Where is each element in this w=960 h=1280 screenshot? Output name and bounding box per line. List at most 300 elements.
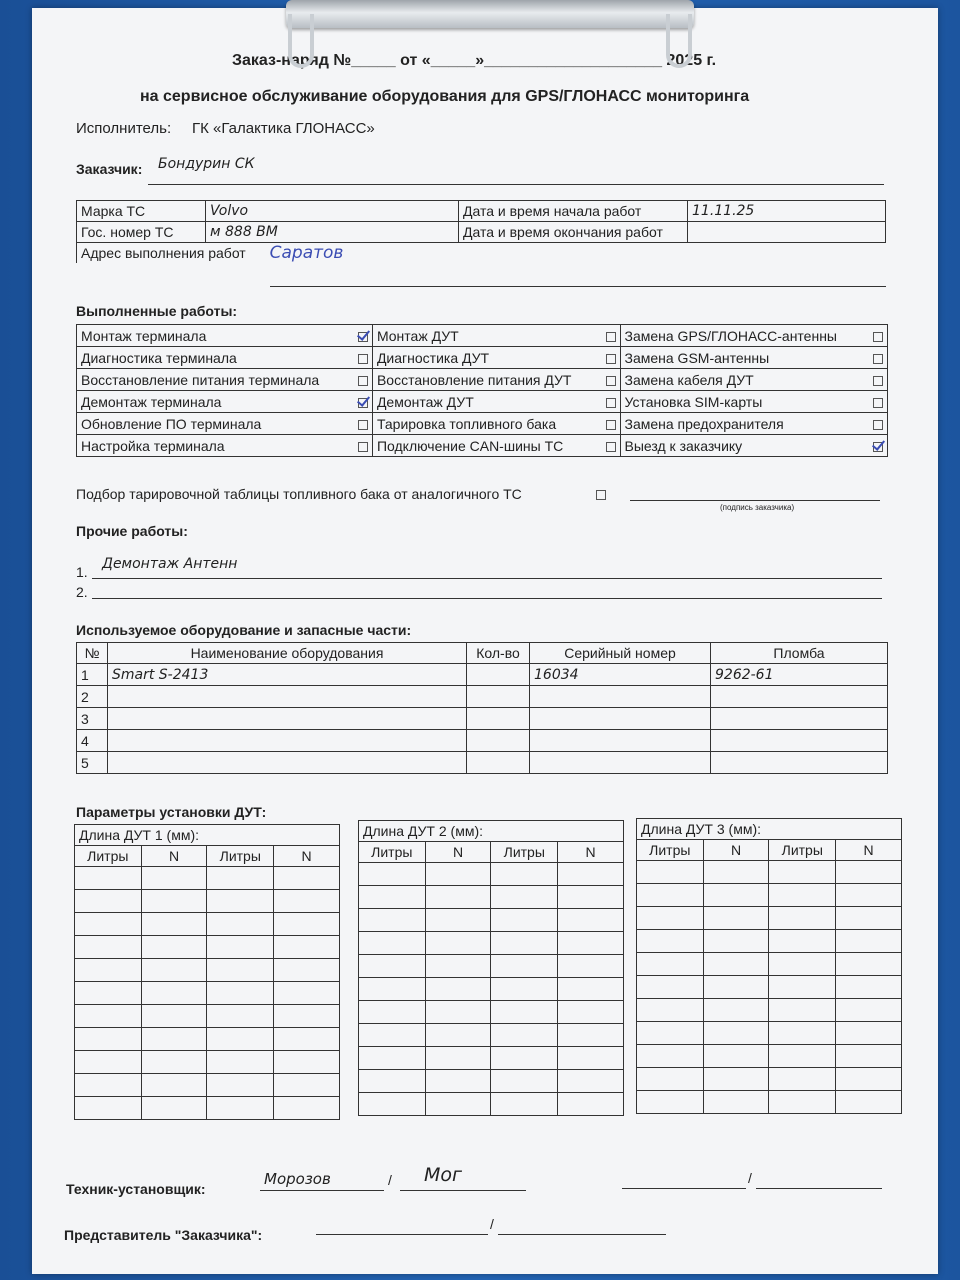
dut-cell[interactable]: [637, 1022, 704, 1045]
dut-cell[interactable]: [703, 884, 769, 907]
dut-cell[interactable]: [703, 999, 769, 1022]
work-checkbox-cell: [598, 435, 621, 457]
table-row: [637, 1068, 902, 1091]
dut-cell[interactable]: [769, 930, 836, 953]
dut-cell[interactable]: [75, 1097, 142, 1120]
work-checkbox[interactable]: [606, 398, 616, 408]
dut-cell[interactable]: [425, 1001, 491, 1024]
plate-label: Гос. номер ТС: [77, 222, 206, 243]
dut-cell[interactable]: [703, 1045, 769, 1068]
equipment-cell[interactable]: Smart S-2413: [108, 664, 467, 686]
address-row: [77, 243, 886, 264]
table-row: [75, 936, 340, 959]
dut-length-label: Длина ДУТ 1 (мм):: [75, 825, 340, 846]
dut-cell[interactable]: [491, 909, 558, 932]
work-label: Установка SIM-карты: [620, 391, 865, 413]
table-row: [359, 978, 624, 1001]
dut-column-header: Литры: [491, 842, 558, 863]
dut-cell[interactable]: [558, 1001, 624, 1024]
dut-cell[interactable]: [274, 1051, 340, 1074]
dut-column-header: N: [425, 842, 491, 863]
representative-sign-line: [316, 1234, 488, 1235]
equipment-cell[interactable]: [711, 686, 888, 708]
table-row: [75, 867, 340, 890]
dut-cell[interactable]: [274, 1074, 340, 1097]
equipment-cell[interactable]: [467, 730, 530, 752]
equipment-cell[interactable]: [108, 730, 467, 752]
work-checkbox[interactable]: [873, 442, 883, 452]
work-checkbox[interactable]: [358, 442, 368, 452]
equipment-header: Кол-во: [467, 643, 530, 664]
work-label: Замена предохранителя: [620, 413, 865, 435]
dut-cell[interactable]: [75, 913, 142, 936]
dut-cell[interactable]: [75, 867, 142, 890]
dut-cell[interactable]: [637, 999, 704, 1022]
equipment-cell[interactable]: [108, 686, 467, 708]
dut-cell[interactable]: [207, 1028, 274, 1051]
dut-cell[interactable]: [359, 955, 426, 978]
work-checkbox-cell: [598, 391, 621, 413]
dut-cell[interactable]: [141, 867, 207, 890]
address-underline: [270, 286, 886, 287]
dut-cell[interactable]: [141, 959, 207, 982]
dut-cell[interactable]: [274, 1028, 340, 1051]
table-row: [359, 955, 624, 978]
dut-cell[interactable]: [637, 930, 704, 953]
dut-cell[interactable]: [274, 867, 340, 890]
dut-cell[interactable]: [207, 890, 274, 913]
representative-slash: /: [490, 1216, 494, 1232]
dut-cell[interactable]: [141, 936, 207, 959]
dut-cell[interactable]: [141, 1051, 207, 1074]
equipment-cell[interactable]: [711, 730, 888, 752]
representative-label: Представитель "Заказчика":: [64, 1227, 263, 1243]
clip-wire-left: [288, 14, 314, 68]
technician-signature[interactable]: Морозов: [264, 1170, 331, 1188]
work-checkbox[interactable]: [606, 376, 616, 386]
dut-cell[interactable]: [558, 932, 624, 955]
dut-cell[interactable]: [359, 1093, 426, 1116]
dut-cell[interactable]: [141, 1028, 207, 1051]
dut-cell[interactable]: [207, 1051, 274, 1074]
work-checkbox[interactable]: [358, 376, 368, 386]
service-order-sheet: [32, 8, 938, 1274]
dut-cell[interactable]: [558, 978, 624, 1001]
technician-name-line: [400, 1190, 526, 1191]
work-checkbox[interactable]: [606, 420, 616, 430]
equipment-title: Используемое оборудование и запасные части:: [76, 622, 412, 638]
work-checkbox-cell: [350, 435, 373, 457]
dut-cell[interactable]: [769, 1045, 836, 1068]
work-label: Настройка терминала: [77, 435, 350, 457]
dut-cell[interactable]: [274, 936, 340, 959]
work-label: Монтаж терминала: [77, 325, 350, 347]
dut-cell[interactable]: [637, 953, 704, 976]
dut-cell[interactable]: [274, 959, 340, 982]
work-label: Диагностика терминала: [77, 347, 350, 369]
customer-value[interactable]: Бондурин СК: [158, 156, 255, 172]
equipment-cell[interactable]: 9262-61: [711, 664, 888, 686]
equipment-cell[interactable]: 16034: [530, 664, 711, 686]
table-row: [75, 1005, 340, 1028]
order-subtitle: на сервисное обслуживание оборудования для GPS/ГЛОНАСС мониторинга: [140, 88, 750, 105]
dut-cell[interactable]: [359, 1047, 426, 1070]
equipment-row-number: 3: [77, 708, 108, 730]
dut-cell[interactable]: [141, 913, 207, 936]
dut-cell[interactable]: [769, 953, 836, 976]
equipment-cell[interactable]: [530, 752, 711, 774]
dut-cell[interactable]: [425, 1047, 491, 1070]
work-checkbox-cell: [350, 391, 373, 413]
equipment-cell[interactable]: [467, 686, 530, 708]
dut-cell[interactable]: [558, 886, 624, 909]
equipment-cell[interactable]: [467, 752, 530, 774]
dut-cell[interactable]: [425, 1024, 491, 1047]
clip-bar: [286, 0, 694, 28]
dut-cell[interactable]: [359, 863, 426, 886]
dut-cell[interactable]: [425, 932, 491, 955]
work-checkbox[interactable]: [606, 332, 616, 342]
dut-cell[interactable]: [425, 1070, 491, 1093]
vehicle-table: [76, 200, 886, 263]
work-checkbox-cell: [865, 435, 888, 457]
work-label: Диагностика ДУТ: [372, 347, 597, 369]
dut-cell[interactable]: [491, 978, 558, 1001]
equipment-row-number: 5: [77, 752, 108, 774]
dut-cell[interactable]: [836, 953, 902, 976]
table-row: [359, 1001, 624, 1024]
plate-value[interactable]: м 888 ВМ: [206, 222, 459, 243]
dut-cell[interactable]: [75, 959, 142, 982]
dut-cell[interactable]: [558, 1024, 624, 1047]
work-checkbox[interactable]: [873, 420, 883, 430]
dut-cell[interactable]: [836, 1068, 902, 1091]
dut-cell[interactable]: [637, 976, 704, 999]
dut-cell[interactable]: [769, 861, 836, 884]
dut-cell[interactable]: [359, 932, 426, 955]
dut-length-label: Длина ДУТ 3 (мм):: [637, 819, 902, 840]
dut-cell[interactable]: [558, 909, 624, 932]
work-checkbox[interactable]: [873, 354, 883, 364]
dut-cell[interactable]: [558, 1093, 624, 1116]
dut-length-label: Длина ДУТ 2 (мм):: [359, 821, 624, 842]
tank-table-checkbox[interactable]: [596, 490, 606, 500]
table-row: [359, 932, 624, 955]
dut-cell[interactable]: [274, 1005, 340, 1028]
work-checkbox-cell: [350, 347, 373, 369]
work-checkbox-cell: [598, 347, 621, 369]
equipment-cell[interactable]: [530, 730, 711, 752]
work-checkbox-cell: [865, 347, 888, 369]
table-row: [77, 664, 888, 686]
other-item-1-value[interactable]: Демонтаж Антенн: [102, 556, 238, 572]
equipment-row-number: 2: [77, 686, 108, 708]
dut-cell[interactable]: [207, 867, 274, 890]
work-label: Монтаж ДУТ: [372, 325, 597, 347]
dut-cell[interactable]: [75, 890, 142, 913]
equipment-cell[interactable]: [467, 708, 530, 730]
other-item-1-num: 1.: [76, 564, 88, 580]
work-label: Восстановление питания терминала: [77, 369, 350, 391]
dut-cell[interactable]: [359, 1070, 426, 1093]
dut-cell[interactable]: [836, 976, 902, 999]
dut-title: Параметры установки ДУТ:: [76, 804, 267, 820]
dut-cell[interactable]: [491, 1070, 558, 1093]
dut-cell[interactable]: [836, 1045, 902, 1068]
dut-cell[interactable]: [769, 884, 836, 907]
dut-cell[interactable]: [359, 1024, 426, 1047]
clip-wire-right: [666, 14, 692, 68]
table-row: [637, 930, 902, 953]
table-row: [637, 976, 902, 999]
dut-column-header: N: [836, 840, 902, 861]
dut-cell[interactable]: [836, 1022, 902, 1045]
dut-cell[interactable]: [703, 1068, 769, 1091]
dut-cell[interactable]: [637, 907, 704, 930]
table-row: [359, 1047, 624, 1070]
work-checkbox-cell: [350, 413, 373, 435]
start-value[interactable]: 11.11.25: [688, 201, 886, 222]
start-label: Дата и время начала работ: [459, 201, 688, 222]
other-works-title: Прочие работы:: [76, 523, 188, 539]
dut-cell[interactable]: [769, 1022, 836, 1045]
work-checkbox-cell: [598, 413, 621, 435]
dut-cell[interactable]: [359, 978, 426, 1001]
extra-sign-line: [622, 1188, 746, 1189]
dut-cell[interactable]: [491, 886, 558, 909]
table-row: [359, 909, 624, 932]
dut-cell[interactable]: [491, 863, 558, 886]
dut-cell[interactable]: [836, 884, 902, 907]
work-checkbox[interactable]: [873, 398, 883, 408]
dut-cell[interactable]: [207, 1005, 274, 1028]
address-label: Адрес выполнения работ: [81, 245, 246, 261]
table-row: [637, 884, 902, 907]
dut-cell[interactable]: [491, 955, 558, 978]
dut-cell[interactable]: [491, 1001, 558, 1024]
dut-cell[interactable]: [274, 913, 340, 936]
work-checkbox[interactable]: [606, 354, 616, 364]
dut-cell[interactable]: [703, 930, 769, 953]
dut-cell[interactable]: [75, 936, 142, 959]
dut-cell[interactable]: [836, 861, 902, 884]
dut-cell[interactable]: [141, 890, 207, 913]
table-row: [637, 1091, 902, 1114]
table-row: [75, 1097, 340, 1120]
dut-cell[interactable]: [359, 886, 426, 909]
clipboard-clip: [286, 0, 694, 70]
dut-cell[interactable]: [703, 976, 769, 999]
table-row: [77, 752, 888, 774]
dut-cell[interactable]: [637, 1045, 704, 1068]
equipment-cell[interactable]: [108, 708, 467, 730]
dut-cell[interactable]: [359, 909, 426, 932]
dut-cell[interactable]: [703, 907, 769, 930]
customer-label: Заказчик:: [76, 161, 143, 177]
dut-cell[interactable]: [274, 982, 340, 1005]
dut-cell[interactable]: [207, 1074, 274, 1097]
dut-cell[interactable]: [836, 930, 902, 953]
dut-cell[interactable]: [207, 1097, 274, 1120]
dut-cell[interactable]: [141, 1097, 207, 1120]
end-value[interactable]: [688, 222, 886, 243]
dut-cell[interactable]: [491, 1047, 558, 1070]
tank-table-label: Подбор тарировочной таблицы топливного бака от аналогичного ТС: [76, 486, 522, 502]
dut-cell[interactable]: [836, 907, 902, 930]
dut-cell[interactable]: [703, 1022, 769, 1045]
dut-table-2: [358, 820, 624, 1116]
end-label: Дата и время окончания работ: [459, 222, 688, 243]
dut-cell[interactable]: [558, 1047, 624, 1070]
make-value[interactable]: Volvo: [206, 201, 459, 222]
dut-table-3: [636, 818, 902, 1114]
equipment-header: Пломба: [711, 643, 888, 664]
work-label: Восстановление питания ДУТ: [372, 369, 597, 391]
work-checkbox[interactable]: [873, 332, 883, 342]
dut-cell[interactable]: [75, 1074, 142, 1097]
make-label: Марка ТС: [77, 201, 206, 222]
dut-cell[interactable]: [491, 1024, 558, 1047]
dut-cell[interactable]: [637, 884, 704, 907]
dut-cell[interactable]: [425, 978, 491, 1001]
work-label: Обновление ПО терминала: [77, 413, 350, 435]
executor-label: Исполнитель:: [76, 120, 172, 137]
dut-cell[interactable]: [836, 999, 902, 1022]
table-row: [359, 1093, 624, 1116]
work-checkbox[interactable]: [358, 420, 368, 430]
other-item-1-line: [92, 578, 882, 579]
dut-cell[interactable]: [425, 955, 491, 978]
dut-cell[interactable]: [207, 959, 274, 982]
dut-column-header: Литры: [769, 840, 836, 861]
dut-column-header: N: [141, 846, 207, 867]
work-checkbox-cell: [865, 369, 888, 391]
work-label: Замена кабеля ДУТ: [620, 369, 865, 391]
table-row: [359, 863, 624, 886]
equipment-cell[interactable]: [711, 752, 888, 774]
table-row: [77, 686, 888, 708]
table-row: [75, 1051, 340, 1074]
equipment-cell[interactable]: [467, 664, 530, 686]
technician-slash: /: [388, 1172, 392, 1188]
work-checkbox-cell: [598, 325, 621, 347]
table-row: [77, 730, 888, 752]
table-row: [77, 708, 888, 730]
address-value[interactable]: Саратов: [269, 243, 344, 263]
dut-cell[interactable]: [558, 955, 624, 978]
work-checkbox[interactable]: [873, 376, 883, 386]
dut-cell[interactable]: [141, 982, 207, 1005]
dut-cell[interactable]: [703, 1091, 769, 1114]
dut-cell[interactable]: [75, 1005, 142, 1028]
equipment-cell[interactable]: [108, 752, 467, 774]
dut-cell[interactable]: [207, 982, 274, 1005]
dut-cell[interactable]: [425, 909, 491, 932]
dut-cell[interactable]: [141, 1074, 207, 1097]
work-label: Подключение CAN-шины ТС: [372, 435, 597, 457]
extra-name-line: [756, 1188, 882, 1189]
technician-initials[interactable]: Мог: [424, 1164, 462, 1186]
dut-cell[interactable]: [558, 1070, 624, 1093]
dut-column-header: Литры: [207, 846, 274, 867]
work-checkbox[interactable]: [358, 354, 368, 364]
dut-cell[interactable]: [359, 1001, 426, 1024]
technician-sign-line: [260, 1190, 384, 1191]
work-checkbox[interactable]: [606, 442, 616, 452]
dut-cell[interactable]: [207, 913, 274, 936]
dut-cell[interactable]: [769, 1068, 836, 1091]
table-row: [359, 1070, 624, 1093]
signature-caption: (подпись заказчика): [720, 503, 795, 512]
dut-cell[interactable]: [769, 907, 836, 930]
equipment-row-number: 1: [77, 664, 108, 686]
dut-cell[interactable]: [769, 1091, 836, 1114]
equipment-cell[interactable]: [530, 686, 711, 708]
works-table: [76, 324, 888, 457]
dut-cell[interactable]: [703, 953, 769, 976]
other-item-2-line: [92, 598, 882, 599]
dut-column-header: Литры: [75, 846, 142, 867]
dut-cell[interactable]: [769, 976, 836, 999]
equipment-row-number: 4: [77, 730, 108, 752]
dut-cell[interactable]: [425, 886, 491, 909]
customer-signature-line[interactable]: [630, 500, 880, 501]
dut-cell[interactable]: [558, 863, 624, 886]
dut-cell[interactable]: [769, 999, 836, 1022]
dut-cell[interactable]: [703, 861, 769, 884]
dut-cell[interactable]: [637, 861, 704, 884]
equipment-header: Наименование оборудования: [108, 643, 467, 664]
dut-cell[interactable]: [75, 1051, 142, 1074]
table-row: [75, 890, 340, 913]
equipment-header: Серийный номер: [530, 643, 711, 664]
customer-underline: [148, 184, 884, 185]
executor-value: ГК «Галактика ГЛОНАСС»: [192, 120, 375, 137]
dut-cell[interactable]: [274, 1097, 340, 1120]
table-row: [75, 1028, 340, 1051]
dut-cell[interactable]: [141, 1005, 207, 1028]
table-row: [359, 1024, 624, 1047]
work-checkbox-cell: [865, 413, 888, 435]
work-checkbox-cell: [865, 391, 888, 413]
extra-slash: /: [748, 1170, 752, 1186]
work-label: Тарировка топливного бака: [372, 413, 597, 435]
work-checkbox[interactable]: [358, 332, 368, 342]
work-checkbox[interactable]: [358, 398, 368, 408]
dut-cell[interactable]: [75, 1028, 142, 1051]
dut-cell[interactable]: [491, 1093, 558, 1116]
table-row: [637, 953, 902, 976]
dut-cell[interactable]: [491, 932, 558, 955]
dut-column-header: Литры: [359, 842, 426, 863]
dut-cell[interactable]: [207, 936, 274, 959]
dut-cell[interactable]: [75, 982, 142, 1005]
dut-cell[interactable]: [425, 1093, 491, 1116]
dut-cell[interactable]: [836, 1091, 902, 1114]
work-checkbox-cell: [350, 369, 373, 391]
work-label: Замена GSM-антенны: [620, 347, 865, 369]
equipment-cell[interactable]: [711, 708, 888, 730]
work-checkbox-cell: [865, 325, 888, 347]
dut-cell[interactable]: [274, 890, 340, 913]
table-row: [75, 913, 340, 936]
equipment-cell[interactable]: [530, 708, 711, 730]
table-row: [637, 861, 902, 884]
dut-cell[interactable]: [637, 1068, 704, 1091]
dut-cell[interactable]: [637, 1091, 704, 1114]
work-checkbox-cell: [350, 325, 373, 347]
dut-cell[interactable]: [425, 863, 491, 886]
